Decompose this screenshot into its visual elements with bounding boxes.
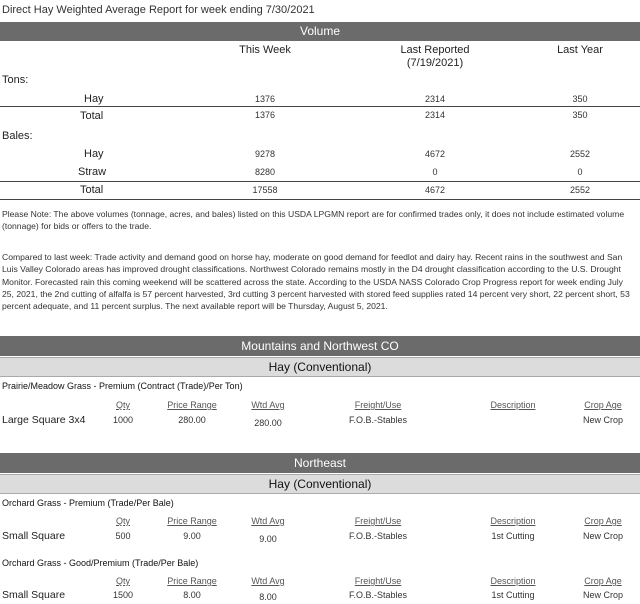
tons-total-label: Total (80, 110, 104, 122)
col-wtd-avg: Wtd Avg (251, 400, 285, 410)
section-title: Orchard Grass - Good/Premium (Trade/Per Bale) (2, 558, 199, 568)
row-crop-age: New Crop (582, 590, 623, 600)
col-wtd-avg: Wtd Avg (251, 516, 285, 526)
tons-hay-last-reported: 2314 (424, 94, 446, 104)
col-price-range: Price Range (167, 400, 217, 410)
bales-hay-last-reported: 4672 (424, 149, 446, 159)
region-banner-northeast: Northeast (0, 453, 640, 473)
row-qty: 500 (115, 531, 131, 541)
bales-hay-last-year: 2552 (569, 149, 591, 159)
bales-straw-label: Straw (78, 166, 107, 178)
col-freight: Freight/Use (354, 576, 402, 586)
bales-label: Bales: (2, 130, 33, 142)
row-description: 1st Cutting (491, 531, 535, 541)
row-product: Small Square (2, 530, 66, 542)
col-this-week: This Week (239, 44, 291, 56)
col-qty: Qty (115, 400, 130, 410)
tons-hay-last-year: 350 (572, 94, 588, 104)
bales-total-last-year: 2552 (569, 185, 591, 195)
bales-total-this-week: 17558 (252, 185, 278, 195)
col-description: Description (490, 400, 536, 410)
col-description: Description (490, 576, 536, 586)
row-qty: 1500 (112, 590, 134, 600)
col-freight: Freight/Use (354, 516, 402, 526)
col-qty: Qty (115, 516, 130, 526)
bales-total-last-reported: 4672 (424, 185, 446, 195)
row-wtd-avg: 280.00 (254, 418, 282, 428)
col-freight: Freight/Use (354, 400, 402, 410)
col-crop-age: Crop Age (584, 516, 622, 526)
row-crop-age: New Crop (582, 415, 623, 425)
row-freight: F.O.B.-Stables (348, 590, 408, 600)
tons-total-last-year: 350 (572, 110, 588, 120)
col-last-reported-date: (7/19/2021) (406, 57, 464, 69)
tons-total-last-reported: 2314 (424, 110, 446, 120)
col-last-reported: Last Reported (400, 44, 470, 56)
tons-label: Tons: (2, 74, 29, 86)
category-banner-hay-conventional: Hay (Conventional) (0, 357, 640, 377)
row-qty: 1000 (112, 415, 134, 425)
market-commentary: Compared to last week: Trade activity and demand good on horse hay, moderate on good demand for feedlot and dairy hay. Recent rains in the southwest and San Luis Valley Colorado areas has improved drought classifications. Northwest Colorado remains mostly in the D4 drought classification according to the U.S. Drought Monitor. Forecasted rain this coming weekend will be scattered across the state. According to the USDA NASS Colorado Crop Progress report for week ending July 25, 2021, the 2nd cutting of alfalfa is 57 percent harvested, 3rd cutting 3 percent harvested with stored feed supplies rated 14 percent very short, 22 percent short, 53 percent adequate, and 11 percent surplus. The next available report will be Thursday, August 5, 2021. (2, 252, 630, 312)
bales-hay-label: Hay (84, 148, 104, 160)
col-crop-age: Crop Age (584, 576, 622, 586)
bales-straw-last-year: 0 (577, 167, 583, 177)
col-qty: Qty (115, 576, 130, 586)
col-description: Description (490, 516, 536, 526)
category-banner-hay-conventional: Hay (Conventional) (0, 474, 640, 494)
row-crop-age: New Crop (582, 531, 623, 541)
bales-hay-this-week: 9278 (254, 149, 276, 159)
row-price-range: 9.00 (183, 531, 201, 541)
bales-straw-this-week: 8280 (254, 167, 276, 177)
row-product: Large Square 3x4 (2, 414, 86, 426)
col-crop-age: Crop Age (584, 400, 622, 410)
volume-banner: Volume (0, 22, 640, 41)
col-price-range: Price Range (167, 516, 217, 526)
volume-note: Please Note: The above volumes (tonnage, acres, and bales) listed on this USDA LPGMN report are for confirmed trades only, it does not include estimated volume (tonnage) for bids or offers to the trade. (2, 209, 625, 232)
col-wtd-avg: Wtd Avg (251, 576, 285, 586)
col-last-year: Last Year (557, 44, 603, 56)
tons-hay-label: Hay (84, 93, 104, 105)
row-price-range: 8.00 (183, 590, 201, 600)
row-product: Small Square (2, 589, 66, 601)
volume-bottom-rule (0, 199, 640, 200)
section-title: Prairie/Meadow Grass - Premium (Contract (Trade)/Per Ton) (2, 381, 243, 391)
section-title: Orchard Grass - Premium (Trade/Per Bale) (2, 498, 174, 508)
bales-total-label: Total (80, 184, 104, 196)
col-price-range: Price Range (167, 576, 217, 586)
bales-total-divider (0, 181, 640, 182)
row-freight: F.O.B.-Stables (348, 531, 408, 541)
tons-total-this-week: 1376 (254, 110, 276, 120)
tons-total-divider (0, 106, 640, 107)
row-description: 1st Cutting (491, 590, 535, 600)
row-wtd-avg: 9.00 (259, 534, 277, 544)
region-banner-mountains: Mountains and Northwest CO (0, 336, 640, 356)
bales-straw-last-reported: 0 (432, 167, 438, 177)
report-title: Direct Hay Weighted Average Report for week ending 7/30/2021 (2, 4, 315, 16)
row-wtd-avg: 8.00 (259, 592, 277, 602)
tons-hay-this-week: 1376 (254, 94, 276, 104)
row-freight: F.O.B.-Stables (348, 415, 408, 425)
row-price-range: 280.00 (178, 415, 206, 425)
